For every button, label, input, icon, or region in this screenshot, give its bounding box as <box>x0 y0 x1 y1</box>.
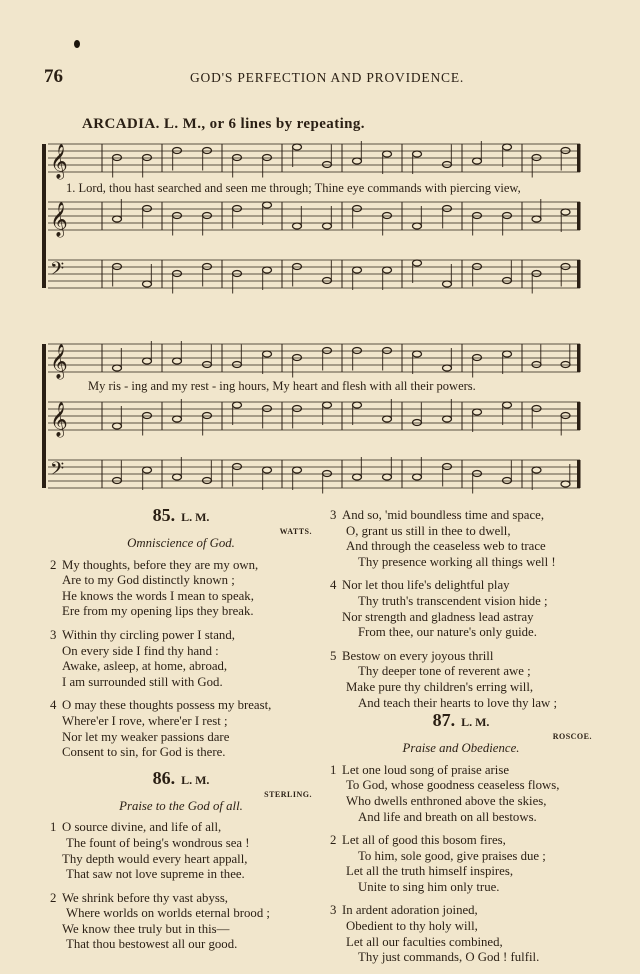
note-head <box>233 155 242 161</box>
note-head <box>203 478 212 484</box>
system-brace <box>42 144 46 288</box>
left-column <box>50 505 312 961</box>
note-head <box>473 409 482 415</box>
verse-line: Awake, asleep, at home, abroad, <box>62 659 228 674</box>
note-head <box>383 474 392 480</box>
note-head <box>383 213 392 219</box>
note-head <box>233 206 242 212</box>
verse-line: Thy just commands, O God ! fulfil. <box>358 950 540 965</box>
stanza <box>50 698 312 760</box>
verse-line: We shrink before thy vast abyss, <box>62 890 229 905</box>
stanza <box>330 649 592 711</box>
note-head <box>263 155 272 161</box>
note-head <box>233 402 242 408</box>
verse-line: He knows the words I mean to speak, <box>62 588 254 603</box>
verse-line: Nor let thou life's delightful play <box>342 578 510 593</box>
note-head <box>473 471 482 477</box>
verse-line: Thy deeper tone of reverent awe ; <box>358 664 531 679</box>
hymn-number: 86. <box>152 767 176 788</box>
verse-line: Who dwells enthroned above the skies, <box>346 793 547 808</box>
verse-line: O source divine, and life of all, <box>62 820 222 835</box>
note-head <box>532 155 541 161</box>
hymn-author: ROSCOE. <box>552 732 592 742</box>
verse-line: And through the ceaseless web to trace <box>346 539 546 554</box>
note-head <box>561 413 570 419</box>
note-head <box>353 206 362 212</box>
verse-line: Nor let my weaker passions dare <box>62 729 230 744</box>
music-system-1 <box>40 138 590 298</box>
note-head <box>503 478 512 484</box>
hymn-author: WATTS. <box>279 527 312 536</box>
hymn-86-heading <box>50 767 312 799</box>
stanza <box>330 508 592 570</box>
note-head <box>173 358 182 364</box>
note-head <box>293 355 302 361</box>
hymn-number: 87. <box>432 710 456 731</box>
stanza <box>330 763 592 825</box>
note-head <box>263 351 272 357</box>
note-head <box>293 406 302 412</box>
final-bar <box>577 402 580 430</box>
note-head <box>383 267 392 273</box>
final-bar <box>577 202 580 230</box>
note-head <box>113 365 122 371</box>
note-head <box>413 223 422 229</box>
stanza-number: 5 <box>330 648 337 663</box>
verse-line: I am surrounded still with God. <box>62 674 223 689</box>
note-head <box>353 348 362 354</box>
note-head <box>473 355 482 361</box>
hymn-number: 85. <box>152 505 176 525</box>
music-system-2 <box>40 338 590 498</box>
note-head <box>143 281 152 287</box>
stanza <box>330 578 592 640</box>
verse-line: Consent to sin, for God is there. <box>62 745 226 760</box>
note-head <box>353 267 362 273</box>
note-head <box>233 464 242 470</box>
note-head <box>173 416 182 422</box>
note-head <box>233 271 242 277</box>
note-head <box>263 267 272 273</box>
hymn-subject: Praise to the God of all. <box>119 798 243 813</box>
stanza-number: 1 <box>50 820 57 835</box>
verse-line: On every side I find thy hand : <box>62 643 219 658</box>
right-column <box>330 508 592 974</box>
note-head <box>413 420 422 426</box>
note-head <box>323 278 332 284</box>
verse-line: Make pure thy children's erring will, <box>346 679 534 694</box>
note-head <box>413 151 422 157</box>
note-head <box>413 351 422 357</box>
note-head <box>323 402 332 408</box>
tune-title: ARCADIA. L. M., or 6 lines by repeating. <box>82 116 365 132</box>
note-head <box>323 348 332 354</box>
treble-clef-icon: 𝄞 <box>50 144 68 179</box>
note-head <box>383 416 392 422</box>
note-head <box>173 213 182 219</box>
treble-clef-icon: 𝄞 <box>50 202 68 237</box>
stanza <box>50 820 312 882</box>
hymn-subject: Praise and Obedience. <box>402 741 520 756</box>
note-head <box>413 260 422 266</box>
note-head <box>263 202 272 208</box>
verse-line: And teach their hearts to love thy law ; <box>358 695 558 710</box>
hymn-author: STERLING. <box>264 789 312 799</box>
note-head <box>143 155 152 161</box>
final-bar <box>577 460 580 488</box>
note-head <box>561 481 570 487</box>
note-head <box>113 216 122 222</box>
treble-clef-icon: 𝄞 <box>50 402 68 437</box>
note-head <box>203 213 212 219</box>
page-number: 76 <box>44 66 63 87</box>
verse-line: Let all the truth himself inspires, <box>346 864 514 879</box>
music-staves-1 <box>40 138 590 298</box>
note-head <box>113 478 122 484</box>
note-head <box>263 467 272 473</box>
stanza-number: 2 <box>50 890 57 905</box>
note-head <box>323 471 332 477</box>
verse-line: To him, sole good, give praises due ; <box>358 848 546 863</box>
note-head <box>353 402 362 408</box>
verse-line: Nor strength and gladness lead astray <box>342 609 534 624</box>
verse-line: And so, 'mid boundless time and space, <box>342 508 545 522</box>
hymn-meter: L. M. <box>461 715 490 730</box>
note-head <box>113 264 122 270</box>
note-head <box>503 402 512 408</box>
note-head <box>323 223 332 229</box>
note-head <box>561 209 570 215</box>
note-head <box>503 213 512 219</box>
stanza <box>330 833 592 895</box>
verse-line: Thy depth would every heart appall, <box>62 851 248 866</box>
verse-line: That thou bestowest all our good. <box>66 937 238 952</box>
note-head <box>173 474 182 480</box>
stanza-number: 3 <box>330 508 337 522</box>
note-head <box>561 362 570 368</box>
stanza <box>330 903 592 965</box>
verse-line: Within thy circling power I stand, <box>62 627 235 642</box>
note-head <box>443 464 452 470</box>
note-head <box>443 416 452 422</box>
note-head <box>413 474 422 480</box>
note-head <box>293 264 302 270</box>
stanza <box>50 558 312 620</box>
note-head <box>443 162 452 168</box>
note-head <box>473 213 482 219</box>
note-head <box>143 413 152 419</box>
note-head <box>173 148 182 154</box>
hymn-meter: L. M. <box>181 510 210 524</box>
verse-line: In ardent adoration joined, <box>342 903 478 918</box>
lyric-line-1: 1. Lord, thou hast searched and seen me through; Thine eye commands with piercing view, <box>66 181 521 195</box>
verse-line: Bestow on every joyous thrill <box>342 648 494 663</box>
note-head <box>293 223 302 229</box>
note-head <box>143 358 152 364</box>
verse-line: Ere from my opening lips they break. <box>62 604 254 619</box>
music-staves-2 <box>40 338 590 498</box>
verse-line: And life and breath on all bestows. <box>358 809 537 824</box>
note-head <box>203 148 212 154</box>
stanza-number: 3 <box>50 627 57 642</box>
note-head <box>532 271 541 277</box>
stanza-number: 2 <box>50 557 57 572</box>
verse-line: Where'er I rove, where'er I rest ; <box>62 713 228 728</box>
note-head <box>203 413 212 419</box>
note-head <box>113 423 122 429</box>
final-bar <box>577 344 580 372</box>
stanza-number: 3 <box>330 903 337 918</box>
note-head <box>443 206 452 212</box>
stanza-number: 1 <box>330 762 337 777</box>
verse-line: Let all our faculties combined, <box>346 934 503 949</box>
ink-spot <box>74 40 80 48</box>
note-head <box>532 406 541 412</box>
note-head <box>532 362 541 368</box>
stanza-number: 4 <box>330 578 337 593</box>
note-head <box>532 216 541 222</box>
note-head <box>173 271 182 277</box>
note-head <box>263 406 272 412</box>
verse-line: We know thee truly but in this— <box>62 921 230 936</box>
verse-line: Unite to sing him only true. <box>358 879 500 894</box>
note-head <box>293 467 302 473</box>
stanza <box>50 628 312 690</box>
note-head <box>113 155 122 161</box>
system-brace <box>42 344 46 488</box>
hymn-85-heading <box>50 505 312 536</box>
note-head <box>353 474 362 480</box>
stanza <box>50 891 312 953</box>
verse-line: Thy presence working all things well ! <box>358 554 556 569</box>
note-head <box>473 158 482 164</box>
note-head <box>532 467 541 473</box>
verse-line: Where worlds on worlds eternal brood ; <box>66 906 270 921</box>
note-head <box>203 264 212 270</box>
treble-clef-icon: 𝄞 <box>50 344 68 379</box>
bass-clef-icon: 𝄢 <box>50 259 65 284</box>
note-head <box>503 278 512 284</box>
bass-clef-icon: 𝄢 <box>50 459 65 484</box>
note-head <box>503 351 512 357</box>
note-head <box>443 281 452 287</box>
stanza-number: 4 <box>50 698 57 713</box>
note-head <box>293 144 302 150</box>
verse-line: Thy truth's transcendent vision hide ; <box>358 593 548 608</box>
note-head <box>233 362 242 368</box>
verse-line: That saw not love supreme in thee. <box>66 867 245 882</box>
running-head: GOD'S PERFECTION AND PROVIDENCE. <box>190 70 465 85</box>
final-bar <box>577 144 580 172</box>
verse-line: Let all of good this bosom fires, <box>342 833 506 848</box>
note-head <box>561 148 570 154</box>
verse-line: O, grant us still in thee to dwell, <box>346 523 511 538</box>
note-head <box>323 162 332 168</box>
note-head <box>143 206 152 212</box>
verse-line: The fount of being's wondrous sea ! <box>66 835 250 850</box>
note-head <box>143 467 152 473</box>
verse-line: Let one loud song of praise arise <box>342 762 510 777</box>
verse-line: Obedient to thy holy will, <box>346 919 478 934</box>
note-head <box>473 264 482 270</box>
hymn-meter: L. M. <box>181 772 210 787</box>
hymn-subject: Omniscience of God. <box>127 536 235 550</box>
note-head <box>503 144 512 150</box>
verse-line: To God, whose goodness ceaseless flows, <box>346 778 560 793</box>
verse-line: Are to my God distinctly known ; <box>62 573 235 588</box>
note-head <box>443 365 452 371</box>
note-head <box>561 264 570 270</box>
note-head <box>383 348 392 354</box>
verse-line: O may these thoughts possess my breast, <box>62 698 272 713</box>
verse-line: My thoughts, before they are my own, <box>62 557 259 572</box>
verse-line: From thee, our nature's only guide. <box>358 625 537 640</box>
note-head <box>383 151 392 157</box>
lyric-line-2: My ris - ing and my rest - ing hours, My heart and flesh with all their powers. <box>88 379 476 393</box>
stanza-number: 2 <box>330 833 337 848</box>
final-bar <box>577 260 580 288</box>
note-head <box>353 158 362 164</box>
hymn-87-heading <box>330 710 592 742</box>
note-head <box>203 362 212 368</box>
